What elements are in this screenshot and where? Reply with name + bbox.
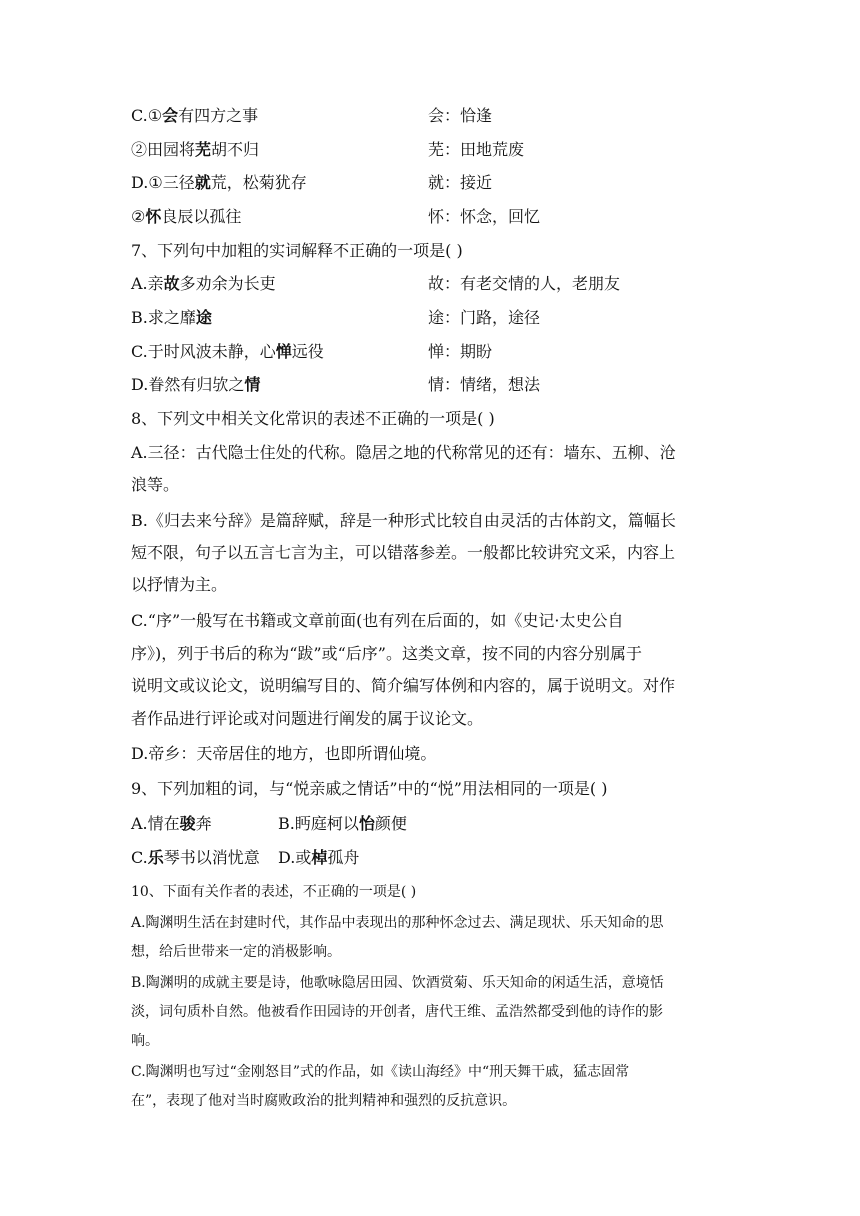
q8-option-b-line3: 以抒情为主。 bbox=[131, 575, 228, 594]
q9-option-c: C.乐琴书以消忧意 bbox=[131, 848, 260, 867]
q6-option-d2: ②怀良辰以孤往 怀：怀念，回忆 bbox=[131, 207, 541, 226]
q10-option-a-line2: 想，给后世带来一定的消极影响。 bbox=[131, 944, 341, 960]
q8-option-c-line3: 说明文或议论文，说明编写目的、简介编写体例和内容的，属于说明文。对作 bbox=[131, 676, 676, 695]
q10-option-c-line1: C.陶渊明也写过“金刚怒目”式的作品，如《读山海经》中“刑天舞干戚，猛志固常 bbox=[131, 1064, 630, 1080]
q7-option-d: D.眷然有归欤之情 情：情绪，想法 bbox=[131, 375, 541, 394]
q6-option-c1: C.①会有四方之事 会：恰逢 bbox=[131, 106, 493, 125]
q6-option-c2: ②田园将芜胡不归 芜：田地荒废 bbox=[131, 140, 525, 159]
q9-options-row1 bbox=[131, 810, 731, 838]
q10-option-b-line1: B.陶渊明的成就主要是诗，他歌咏隐居田园、饮酒赏菊、乐天知命的闲适生活，意境恬 bbox=[131, 975, 664, 991]
q7-option-a: A.亲故多劝余为长吏 故：有老交情的人，老朋友 bbox=[131, 274, 621, 293]
q9-stem: 9、下列加粗的词，与“悦亲戚之情话”中的“悦”用法相同的一项是( ) bbox=[131, 779, 608, 798]
q9-option-d: D.或棹孤舟 bbox=[278, 848, 360, 867]
q8-option-b-line1: B.《归去来兮辞》是篇辞赋，辞是一种形式比较自由灵活的古体韵文，篇幅长 bbox=[131, 511, 676, 530]
q9-option-a: A.情在骏奔 bbox=[131, 814, 212, 833]
q8-stem: 8、下列文中相关文化常识的表述不正确的一项是( ) bbox=[131, 409, 495, 428]
q7-option-b: B.求之靡途 途：门路，途径 bbox=[131, 308, 541, 327]
q10-option-b-line2: 淡，词句质朴自然。他被看作田园诗的开创者，唐代王维、孟浩然都受到他的诗作的影 bbox=[131, 1004, 663, 1020]
q10-option-b-line3: 响。 bbox=[131, 1033, 159, 1049]
q9-options-row2 bbox=[131, 844, 731, 872]
q7-option-c: C.于时风波未静，心惮远役 惮：期盼 bbox=[131, 342, 493, 361]
q10-option-c-line2: 在”，表现了他对当时腐败政治的批判精神和强烈的反抗意识。 bbox=[131, 1093, 517, 1109]
q8-option-c-line1: C.“序”一般写在书籍或文章前面(也有列在后面的，如《史记·太史公自 bbox=[131, 611, 624, 630]
q9-option-b: B.眄庭柯以怡颜便 bbox=[278, 814, 407, 833]
q8-option-c-line4: 者作品进行评论或对问题进行阐发的属于议论文。 bbox=[131, 709, 484, 728]
q8-option-d: D.帝乡：天帝居住的地方，也即所谓仙境。 bbox=[131, 744, 437, 763]
q6-option-d1: D.①三径就荒，松菊犹存 就：接近 bbox=[131, 173, 493, 192]
q8-option-a-line1: A.三径：古代隐士住处的代称。隐居之地的代称常见的还有：墙东、五柳、沧 bbox=[131, 443, 676, 462]
q8-option-b-line2: 短不限，句子以五言七言为主，可以错落参差。一般都比较讲究文采，内容上 bbox=[131, 543, 676, 562]
q7-stem: 7、下列句中加粗的实词解释不正确的一项是( ) bbox=[131, 241, 463, 260]
q10-stem: 10、下面有关作者的表述，不正确的一项是( ) bbox=[131, 884, 417, 900]
q8-option-a-line2: 浪等。 bbox=[131, 475, 180, 494]
q8-option-c-line2: 序》)，列于书后的称为“跋”或“后序”。这类文章，按不同的内容分别属于 bbox=[131, 644, 642, 663]
q10-option-a-line1: A.陶渊明生活在封建时代，其作品中表现出的那种怀念过去、满足现状、乐天知命的思 bbox=[131, 915, 664, 931]
